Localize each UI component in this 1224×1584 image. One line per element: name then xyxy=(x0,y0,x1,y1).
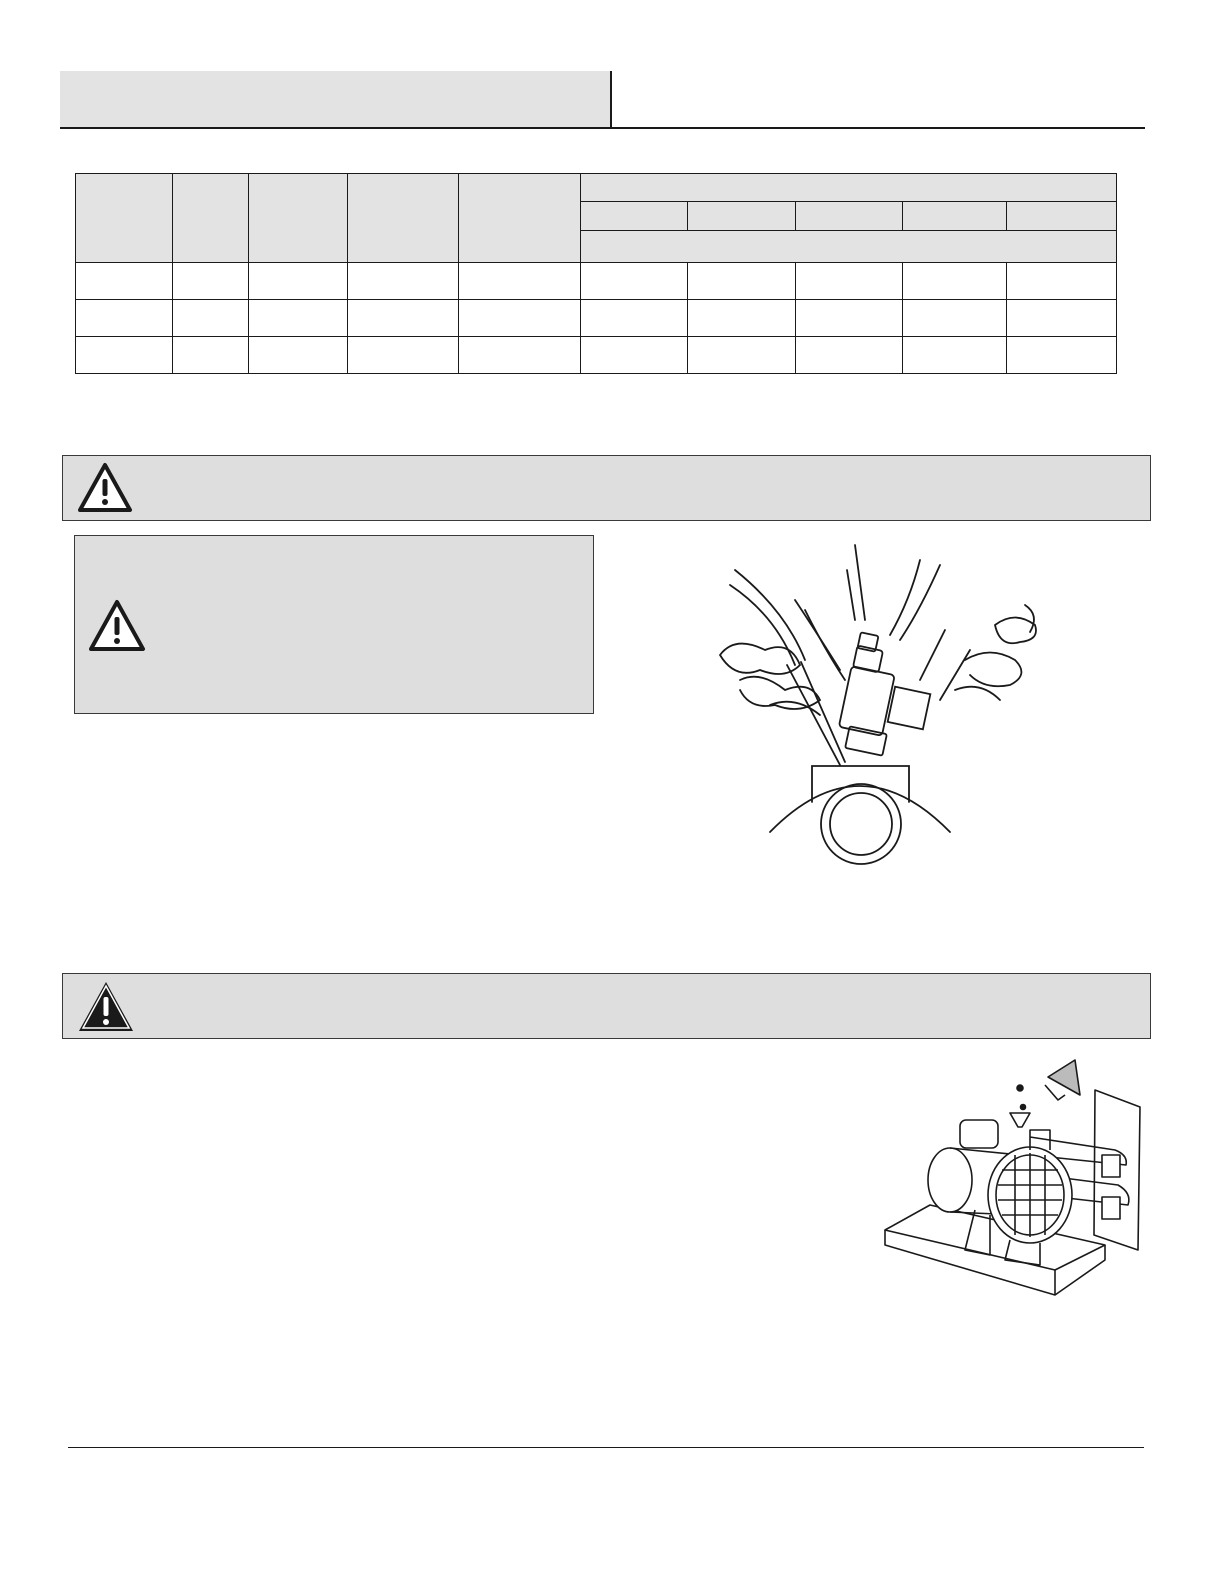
table-cell xyxy=(459,300,581,337)
table-cell xyxy=(581,263,688,300)
table-cell xyxy=(581,300,688,337)
header-rule xyxy=(60,127,1145,129)
spec-sub-header xyxy=(796,202,903,230)
table-cell xyxy=(688,300,796,337)
spec-sub-header xyxy=(581,202,688,230)
table-cell xyxy=(173,337,249,374)
spec-sub-header xyxy=(688,202,796,230)
spec-table xyxy=(75,173,1117,374)
table-cell xyxy=(76,337,173,374)
table-cell xyxy=(903,337,1007,374)
table-cell xyxy=(1007,337,1117,374)
header-divider xyxy=(610,71,612,129)
table-cell xyxy=(249,263,348,300)
table-cell xyxy=(796,300,903,337)
table-cell xyxy=(903,263,1007,300)
pump-priming-illustration xyxy=(880,1055,1145,1305)
table-cell xyxy=(249,300,348,337)
table-row xyxy=(76,263,1117,300)
table-row xyxy=(76,300,1117,337)
spec-header-cell xyxy=(173,174,249,263)
spec-header-cell xyxy=(76,174,173,263)
warning-banner xyxy=(62,973,1151,1039)
spec-group-header xyxy=(581,174,1117,202)
table-cell xyxy=(348,300,459,337)
table-cell xyxy=(1007,300,1117,337)
warning-banner xyxy=(62,455,1151,521)
table-cell xyxy=(76,300,173,337)
table-cell xyxy=(796,263,903,300)
table-cell xyxy=(459,263,581,300)
spec-header-cell xyxy=(249,174,348,263)
spec-header-cell xyxy=(348,174,459,263)
table-row xyxy=(76,337,1117,374)
table-cell xyxy=(249,337,348,374)
table-cell xyxy=(348,337,459,374)
warning-triangle-icon xyxy=(88,599,146,653)
table-cell xyxy=(173,263,249,300)
header-title-bar xyxy=(60,71,611,128)
table-cell xyxy=(688,263,796,300)
table-cell xyxy=(688,337,796,374)
spec-units-row xyxy=(581,230,1117,262)
table-cell xyxy=(1007,263,1117,300)
table-cell xyxy=(173,300,249,337)
table-cell xyxy=(348,263,459,300)
table-cell xyxy=(581,337,688,374)
table-cell xyxy=(796,337,903,374)
valve-spray-illustration xyxy=(715,540,1045,870)
warning-triangle-icon xyxy=(77,462,133,514)
footer-rule xyxy=(68,1447,1144,1448)
table-cell xyxy=(459,337,581,374)
table-cell xyxy=(76,263,173,300)
spec-sub-header xyxy=(1007,202,1117,230)
spec-header-cell xyxy=(459,174,581,263)
warning-box xyxy=(74,535,594,714)
table-cell xyxy=(903,300,1007,337)
warning-triangle-solid-icon xyxy=(77,980,135,1034)
spec-sub-header xyxy=(903,202,1007,230)
